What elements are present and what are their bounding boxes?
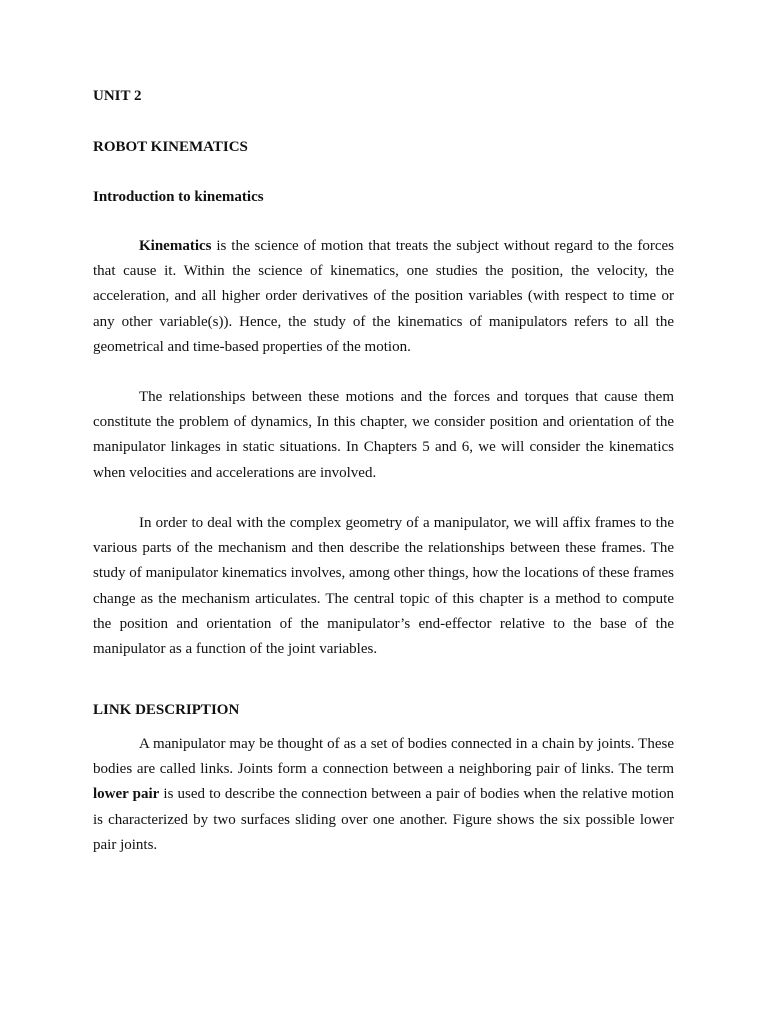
paragraph-frames: In order to deal with the complex geometry of a manipulator, we will affix frames to the various parts of the mechanism and then describe the relationships between these frames. The study of manipulator kinematics involves, among other things, how the locations of these frames change as the mechanism articulates. The central topic of this chapter is a method to compute the position and orientation of the manipulator’s end-effector relative to the base of the manipulator as a function of the joint variables.	[93, 515, 674, 658]
term-kinematics: Kinematics	[139, 238, 212, 254]
section-heading-intro: Introduction to kinematics	[93, 189, 264, 205]
paragraph-text: is the science of motion that treats the subject without regard to the forces that cause it. Within the science of kinematics, one studies the position, the velocity, the acceleration, and all higher order derivatives of the position variables (with respect to time or any other variable(s)). Hence, the study of the kinematics of manipulators refers to all the geometrical and time-based properties of the motion.	[93, 238, 674, 355]
chapter-title: ROBOT KINEMATICS	[93, 139, 248, 155]
term-lower-pair: lower pair	[93, 786, 160, 803]
section-heading-link-description: LINK DESCRIPTION	[93, 702, 240, 718]
paragraph-kinematics-definition	[93, 234, 674, 360]
paragraph-text: A manipulator may be thought of as a set of bodies connected in a chain by joints. These bodies are called links. Joints form a connection between a neighboring pair of links. The term	[93, 736, 674, 778]
paragraph-link-description	[93, 732, 674, 858]
unit-label: UNIT 2	[93, 88, 142, 104]
paragraph-text: is used to describe the connection between a pair of bodies when the relative motion is characterized by two surfaces sliding over one another. Figure shows the six possible lower pair joints.	[93, 786, 674, 853]
paragraph-dynamics: The relationships between these motions and the forces and torques that cause them constitute the problem of dynamics, In this chapter, we consider position and orientation of the manipulator linkages in static situations. In Chapters 5 and 6, we will consider the kinematics when velocities and accelerations are involved.	[93, 389, 674, 481]
